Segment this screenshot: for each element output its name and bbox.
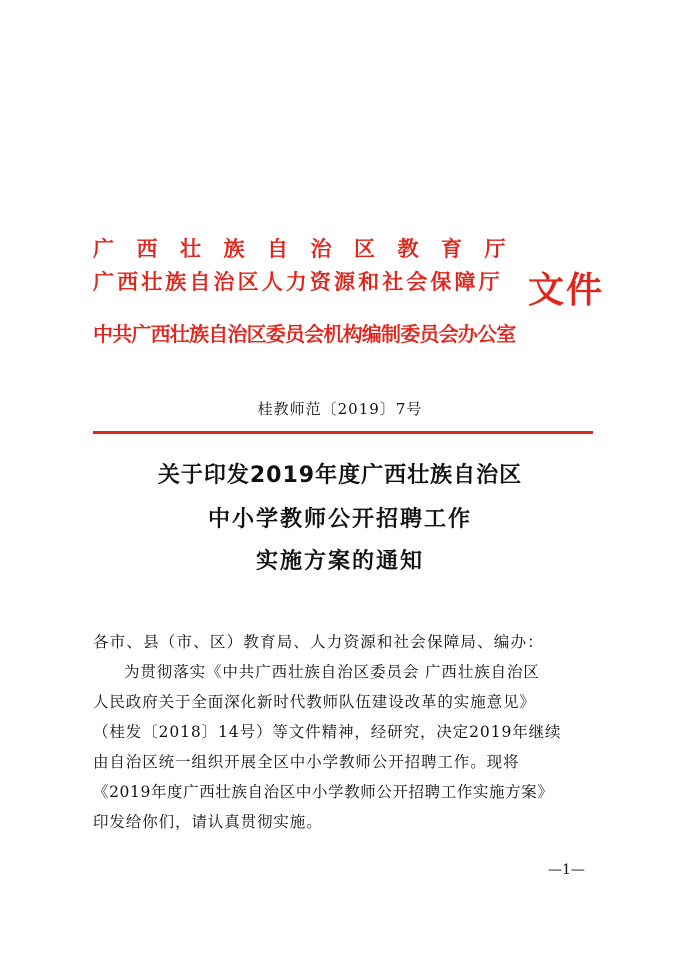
body-text-line: （桂发〔2018〕14号）等文件精神，经研究，决定2019年继续 — [93, 723, 562, 741]
document-title-line-1: 关于印发2019年度广西壮族自治区 — [157, 463, 523, 488]
body-text-line: 《2019年度广西壮族自治区中小学教师公开招聘工作实施方案》 — [93, 783, 554, 801]
issuer-education-department: 广西壮族自治区教育厅 — [93, 236, 528, 261]
body-text-line: 为贯彻落实《中共广西壮族自治区委员会 广西壮族自治区 — [124, 663, 540, 681]
document-type-label: 文件 — [528, 269, 605, 311]
body-text-line: 印发给你们，请认真贯彻实施。 — [93, 813, 323, 831]
issuer-staffing-committee-office: 中共广西壮族自治区委员会机构编制委员会办公室 — [93, 322, 516, 346]
document-title-line-3: 实施方案的通知 — [255, 549, 424, 574]
page-number: —1— — [548, 862, 585, 878]
body-text-line: 由自治区统一组织开展全区中小学教师公开招聘工作。现将 — [93, 753, 520, 771]
body-text-line: 人民政府关于全面深化新时代教师队伍建设改革的实施意见》 — [93, 693, 536, 711]
issuer-hr-social-security-department: 广西壮族自治区人力资源和社会保障厅 — [93, 269, 503, 294]
document-title-line-2: 中小学教师公开招聘工作 — [207, 507, 472, 532]
addressee-line: 各市、县（市、区）教育局、人力资源和社会保障局、编办： — [93, 633, 544, 651]
red-header-divider — [93, 431, 593, 434]
document-number: 桂教师范〔2019〕7号 — [257, 400, 423, 418]
